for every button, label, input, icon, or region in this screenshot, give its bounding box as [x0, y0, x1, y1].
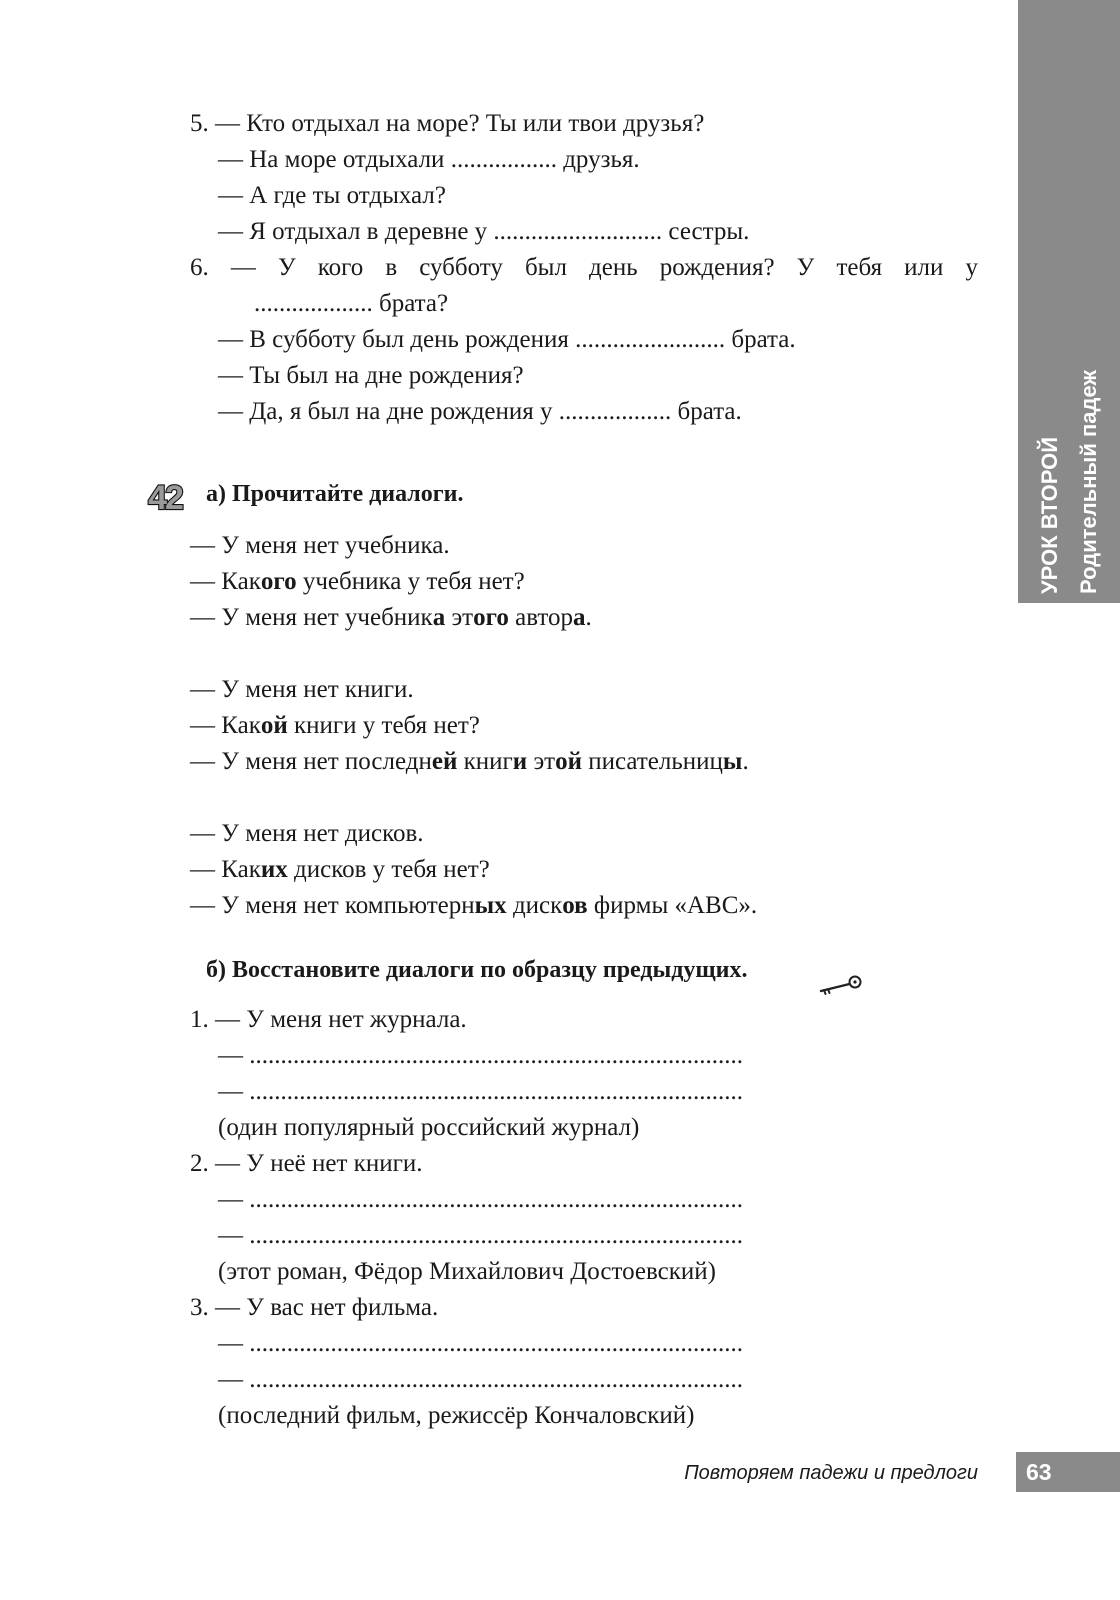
- footer-title: Повторяем падежи и предлоги: [684, 1462, 978, 1484]
- dialogue3-line2: — Каких дисков у тебя нет?: [190, 856, 490, 883]
- dialogue1-line1: — У меня нет учебника.: [190, 532, 450, 559]
- item5-answer2: — Я отдыхал в деревне у ........................... сестры.: [218, 218, 750, 245]
- task1-line: 1. — У меня нет журнала.: [190, 1006, 467, 1033]
- dialogue2-line1: — У меня нет книги.: [190, 676, 414, 703]
- task2-hint: (этот роман, Фёдор Михайлович Достоевский): [218, 1258, 716, 1285]
- item5-answer1: — На море отдыхали ................. друзья.: [218, 146, 640, 173]
- task1-blank2: — ...............................................................................: [218, 1078, 743, 1105]
- dialogue1-line2: — Какого учебника у тебя нет?: [190, 568, 525, 595]
- exercise-number-badge: [143, 478, 187, 518]
- item5-question2: — А где ты отдыхал?: [218, 182, 446, 209]
- page-number-box: [1016, 1452, 1120, 1492]
- task-b-heading: б) Восстановите диалоги по образцу предыдущих.: [206, 957, 748, 983]
- item6-question-line1: 6. — У кого в субботу был день рождения? У тебя или у: [190, 254, 978, 281]
- item6-question2: — Ты был на дне рождения?: [218, 362, 524, 389]
- task-a-heading: а) Прочитайте диалоги.: [206, 481, 464, 507]
- page-number: 63: [1026, 1459, 1052, 1485]
- task3-blank1: — ...............................................................................: [218, 1330, 743, 1357]
- task3-blank2: — ...............................................................................: [218, 1366, 743, 1393]
- exercise-number: 42: [148, 479, 182, 517]
- task1-blank1: — ...............................................................................: [218, 1042, 743, 1069]
- item6-answer1: — В субботу был день рождения ........................ брата.: [218, 326, 796, 353]
- dialogue2-line2: — Какой книги у тебя нет?: [190, 712, 480, 739]
- task2-blank2: — ...............................................................................: [218, 1222, 743, 1249]
- sidebar-label: [1030, 370, 1108, 594]
- dialogue3-line3: — У меня нет компьютерных дисков фирмы «АВС».: [190, 892, 758, 919]
- dialogue2-line3: — У меня нет последней книги этой писательницы.: [190, 748, 749, 775]
- item6-question-line2: ................... брата?: [254, 290, 449, 317]
- key-icon: [818, 974, 864, 996]
- item5-question: 5. — Кто отдыхал на море? Ты или твои друзья?: [190, 110, 705, 137]
- dialogue3-line1: — У меня нет дисков.: [190, 820, 424, 847]
- task3-line: 3. — У вас нет фильма.: [190, 1294, 439, 1321]
- task2-line: 2. — У неё нет книги.: [190, 1150, 423, 1177]
- lesson-topic: Родительный падеж: [1076, 369, 1101, 594]
- task2-blank1: — ...............................................................................: [218, 1186, 743, 1213]
- item6-answer2: — Да, я был на дне рождения у .................. брата.: [218, 398, 742, 425]
- lesson-title: УРОК ВТОРОЙ: [1037, 436, 1062, 594]
- dialogue1-line3: — У меня нет учебника этого автора.: [190, 604, 592, 631]
- task1-hint: (один популярный российский журнал): [218, 1114, 640, 1141]
- task3-hint: (последний фильм, режиссёр Кончаловский): [218, 1402, 695, 1429]
